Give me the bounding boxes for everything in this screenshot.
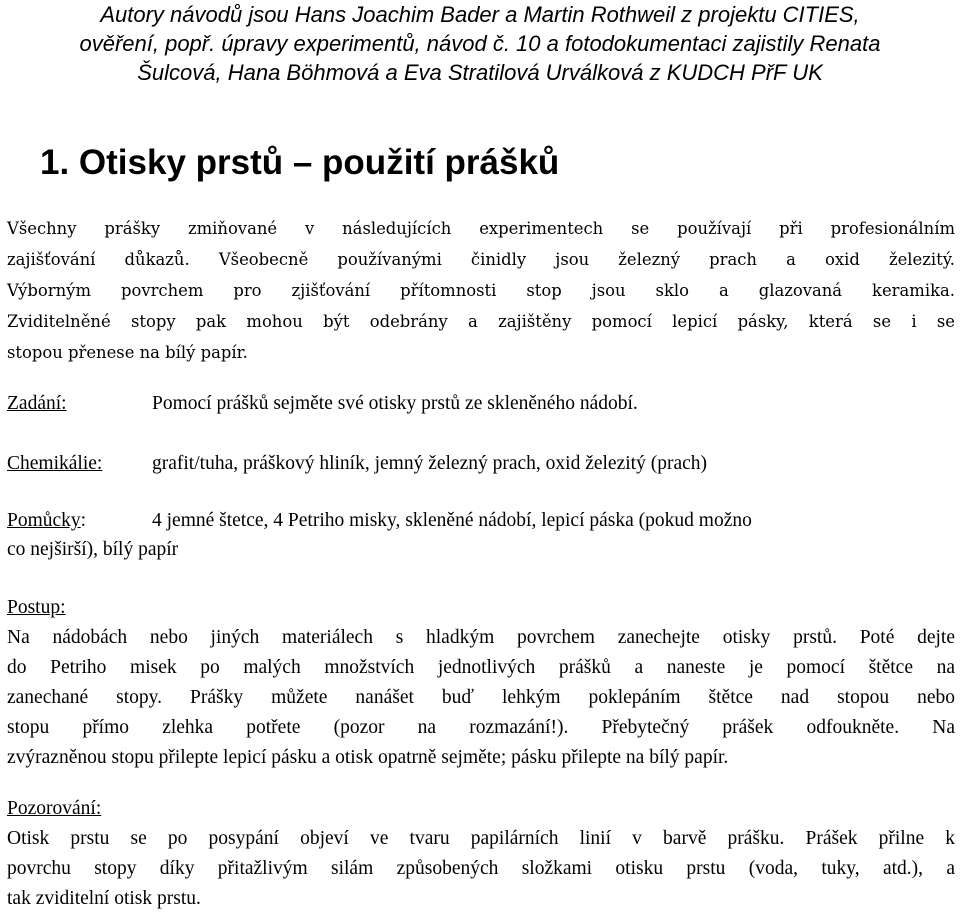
observation-section <box>7 794 955 914</box>
observation-line: Otisk prstu se po posypání objeví ve tvaru papilárních linií v barvě prášku. Prášek přilne k <box>7 828 955 849</box>
tools-row <box>7 506 955 536</box>
observation-line: tak zviditelní otisk prstu. <box>7 888 201 909</box>
tools-label: Pomůcky <box>7 510 81 531</box>
intro-line: Všechny prášky zmiňované v následujících experimentech se používají při profesionálním <box>7 219 955 238</box>
credits-line: ověření, popř. úpravy experimentů, návod č. 10 a fotodokumentaci zajistily Renata <box>79 31 881 56</box>
assignment-label: Zadání: <box>7 393 67 414</box>
intro-paragraph <box>7 213 955 368</box>
procedure-label: Postup: <box>7 597 66 618</box>
credits-line: Autory návodů jsou Hans Joachim Bader a Martin Rothweil z projektu CITIES, <box>100 2 860 27</box>
procedure-line: stopu přímo zlehka potřete (pozor na rozmazání!). Přebytečný prášek odfoukněte. Na <box>7 717 955 738</box>
page-title: 1. Otisky prstů – použití prášků <box>40 143 560 182</box>
observation-line: povrchu stopy díky přitažlivým silám způsobených složkami otisku prstu (voda, tuky, atd.), a <box>7 858 955 879</box>
author-credits <box>0 0 960 87</box>
chemicals-row <box>7 449 955 479</box>
chemicals-label: Chemikálie: <box>7 453 103 474</box>
assignment-text: Pomocí prášků sejměte své otisky prstů ze skleněného nádobí. <box>152 393 638 414</box>
procedure-line: Na nádobách nebo jiných materiálech s hladkým povrchem zanechejte otisky prstů. Poté dejte <box>7 627 955 648</box>
observation-label: Pozorování: <box>7 798 102 819</box>
intro-line: Výborným povrchem pro zjišťování přítomnosti stop jsou sklo a glazovaná keramika. <box>7 281 955 300</box>
tools-colon: : <box>80 510 87 531</box>
intro-line: zajišťování důkazů. Všeobecně používanými činidly jsou železný prach a oxid železitý. <box>7 250 955 269</box>
procedure-line: zanechané stopy. Prášky můžete nanášet buď lehkým poklepáním štětce nad stopou nebo <box>7 687 955 708</box>
intro-line: Zviditelněné stopy pak mohou být odebrány a zajištěny pomocí lepicí pásky, která se i se <box>7 312 955 331</box>
credits-line: Šulcová, Hana Böhmová a Eva Stratilová Urválková z KUDCH PřF UK <box>137 60 823 85</box>
assignment-row <box>7 389 955 419</box>
procedure-line: zvýrazněnou stopu přilepte lepicí pásku a otisk opatrně sejměte; pásku přilepte na bílý papír. <box>7 747 729 768</box>
procedure-line: do Petriho misek po malých množstvích jednotlivých prášků a naneste je pomocí štětce na <box>7 657 955 678</box>
tools-continuation: co nejširší), bílý papír <box>7 539 179 560</box>
tools-text: 4 jemné štetce, 4 Petriho misky, skleněné nádobí, lepicí páska (pokud možno <box>152 510 752 531</box>
procedure-section <box>7 593 955 773</box>
intro-line: stopou přenese na bílý papír. <box>7 343 248 362</box>
chemicals-text: grafit/tuha, práškový hliník, jemný železný prach, oxid železitý (prach) <box>152 453 707 474</box>
